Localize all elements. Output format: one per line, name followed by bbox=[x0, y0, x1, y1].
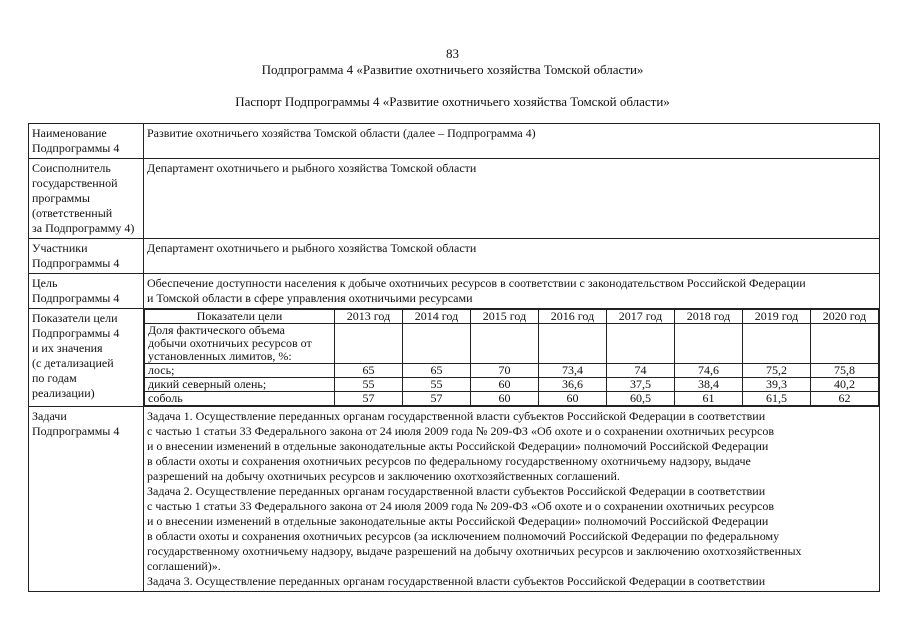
indicator-value: 61,5 bbox=[743, 392, 811, 406]
indicator-value: 60 bbox=[471, 392, 539, 406]
row-value: Обеспечение доступности населения к добыче охотничьих ресурсов в соответствии с законодательством Российской Федерации и Томской области в сфере управления охотничьими ресурсами bbox=[144, 274, 880, 309]
indicator-name: лось; bbox=[145, 364, 335, 378]
task-line: Задача 3. Осуществление переданных органам государственной власти субъектов Российской Федерации в соответствии bbox=[147, 574, 766, 588]
indicators-group-row bbox=[145, 324, 879, 364]
indicator-value: 61 bbox=[675, 392, 743, 406]
header-cell: 2014 год bbox=[403, 310, 471, 324]
indicators-table bbox=[144, 309, 879, 406]
row-value: Развитие охотничьего хозяйства Томской области (далее – Подпрограмма 4) bbox=[144, 124, 880, 159]
indicator-name: дикий северный олень; bbox=[145, 378, 335, 392]
indicator-value: 75,2 bbox=[743, 364, 811, 378]
task-line: с частью 1 статьи 33 Федерального закона от 24 июля 2009 года № 209-ФЗ «Об охоте и о сохранении охотничьих ресурсов bbox=[147, 499, 775, 513]
indicator-value: 55 bbox=[335, 378, 403, 392]
group-label: Доля фактического объема добычи охотничьих ресурсов от установленных лимитов, %: bbox=[145, 324, 335, 364]
row-label: Участники Подпрограммы 4 bbox=[29, 239, 144, 274]
indicator-value: 60 bbox=[471, 378, 539, 392]
page-number: 83 bbox=[446, 46, 459, 61]
indicator-value: 74,6 bbox=[675, 364, 743, 378]
row-value: Департамент охотничьего и рыбного хозяйства Томской области bbox=[144, 159, 880, 239]
task-line: и о внесении изменений в отдельные законодательные акты Российской Федерации» полномочий Российской Федерации bbox=[147, 514, 769, 528]
indicator-value: 74 bbox=[607, 364, 675, 378]
task-line: в области охоты и сохранения охотничьих ресурсов (за исключением полномочий Российской Федерации по федеральному bbox=[147, 529, 780, 543]
indicator-value: 36,6 bbox=[539, 378, 607, 392]
indicator-value: 40,2 bbox=[811, 378, 879, 392]
indicators-header-row bbox=[145, 310, 879, 324]
header-cell: 2016 год bbox=[539, 310, 607, 324]
indicator-value: 75,8 bbox=[811, 364, 879, 378]
row-label: Задачи Подпрограммы 4 bbox=[29, 407, 144, 592]
subprogram-title: Подпрограмма 4 «Развитие охотничьего хозяйства Томской области» bbox=[261, 62, 644, 77]
indicator-value: 65 bbox=[403, 364, 471, 378]
indicator-name: соболь bbox=[145, 392, 335, 406]
row-coexecutor bbox=[29, 159, 880, 239]
row-label: Показатели цели Подпрограммы 4 и их значения (с детализацией по годам реализации) bbox=[29, 309, 144, 407]
row-tasks bbox=[29, 407, 880, 592]
indicator-value: 38,4 bbox=[675, 378, 743, 392]
row-indicators bbox=[29, 309, 880, 407]
header-cell: 2020 год bbox=[811, 310, 879, 324]
row-label: Наименование Подпрограммы 4 bbox=[29, 124, 144, 159]
indicator-row bbox=[145, 378, 879, 392]
row-goal bbox=[29, 274, 880, 309]
indicator-row bbox=[145, 392, 879, 406]
task-line: и о внесении изменений в отдельные законодательные акты Российской Федерации» полномочий Российской Федерации bbox=[147, 439, 769, 453]
row-label: Соисполнитель государственной программы (ответственный за Подпрограмму 4) bbox=[29, 159, 144, 239]
row-label: Цель Подпрограммы 4 bbox=[29, 274, 144, 309]
task-line: соглашений)». bbox=[147, 559, 221, 573]
tasks-value bbox=[144, 407, 880, 592]
indicator-value: 57 bbox=[335, 392, 403, 406]
indicator-value: 65 bbox=[335, 364, 403, 378]
indicator-value: 70 bbox=[471, 364, 539, 378]
header-cell: 2017 год bbox=[607, 310, 675, 324]
indicator-value: 62 bbox=[811, 392, 879, 406]
header-cell: Показатели цели bbox=[145, 310, 335, 324]
indicators-cell bbox=[144, 309, 880, 407]
indicator-row bbox=[145, 364, 879, 378]
task-line: Задача 1. Осуществление переданных органам государственной власти субъектов Российской Федерации в соответствии bbox=[147, 409, 766, 423]
indicator-value: 73,4 bbox=[539, 364, 607, 378]
indicator-value: 60 bbox=[539, 392, 607, 406]
task-line: разрешений на добычу охотничьих ресурсов и заключению охотхозяйственных соглашений. bbox=[147, 469, 620, 483]
indicator-value: 37,5 bbox=[607, 378, 675, 392]
indicator-value: 55 bbox=[403, 378, 471, 392]
task-line: Задача 2. Осуществление переданных органам государственной власти субъектов Российской Федерации в соответствии bbox=[147, 484, 766, 498]
row-participants bbox=[29, 239, 880, 274]
indicator-value: 39,3 bbox=[743, 378, 811, 392]
indicator-value: 57 bbox=[403, 392, 471, 406]
passport-table bbox=[28, 123, 880, 592]
task-line: с частью 1 статьи 33 Федерального закона от 24 июля 2009 года № 209-ФЗ «Об охоте и о сохранении охотничьих ресурсов bbox=[147, 424, 775, 438]
header-cell: 2013 год bbox=[335, 310, 403, 324]
row-name bbox=[29, 124, 880, 159]
indicator-value: 60,5 bbox=[607, 392, 675, 406]
header-cell: 2015 год bbox=[471, 310, 539, 324]
header-cell: 2019 год bbox=[743, 310, 811, 324]
header-cell: 2018 год bbox=[675, 310, 743, 324]
passport-title: Паспорт Подпрограммы 4 «Развитие охотничьего хозяйства Томской области» bbox=[235, 94, 670, 109]
row-value: Департамент охотничьего и рыбного хозяйства Томской области bbox=[144, 239, 880, 274]
task-line: государственному охотничьему надзору, выдаче разрешений на добычу охотничьих ресурсов и заключению охотхозяйственных bbox=[147, 544, 802, 558]
task-line: в области охоты и сохранения охотничьих ресурсов по федеральному государственному охотничьему надзору, выдаче bbox=[147, 454, 751, 468]
